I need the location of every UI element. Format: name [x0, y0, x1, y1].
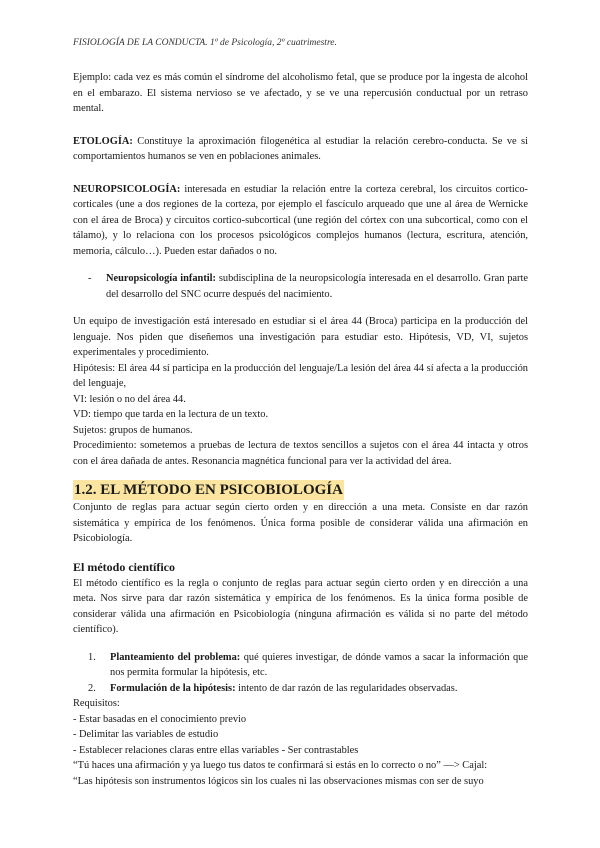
line-vi: VI: lesión o no del área 44.: [73, 393, 186, 405]
formulacion-text: intento de dar razón de las regularidades observadas.: [235, 682, 458, 694]
requisitos-label: Requisitos:: [73, 698, 120, 709]
bullet-mark: -: [88, 273, 92, 284]
term-planteamiento: Planteamiento del problema:: [110, 651, 241, 663]
list-text: [110, 650, 528, 681]
list-text: [110, 681, 528, 697]
list-number: 2.: [88, 682, 96, 694]
paragraph-ejemplo: Ejemplo: cada vez es más común el síndrome del alcoholismo fetal, que se produce por la ingesta de alcohol en el embarazo. El sistema nervioso se ve afectado, y se ve una repercusión conductual por un retraso mental.: [73, 72, 528, 114]
bullet-description: subdisciplina de la neuropsicología interesada en el desarrollo. Gran parte del desarrollo del SNC ocurre después del nacimiento.: [106, 273, 528, 300]
section-intro: Conjunto de reglas para actuar según cierto orden y en dirección a una meta. Consiste en dar razón sistemática y empírica de los fenómenos. Única forma posible de considerar válida una afirmación en Psicobiología.: [73, 502, 528, 544]
etologia-text: Constituye la aproximación filogenética al estudiar la relación cerebro-conducta. Se ve si comportamientos humanos se ven en poblaciones animales.: [73, 135, 528, 162]
paragraph-etologia: [73, 134, 528, 165]
section-heading: 1.2. EL MÉTODO EN PSICOBIOLOGÍA: [74, 482, 343, 498]
ordered-list: [73, 650, 528, 697]
document-body: [73, 70, 528, 789]
term-formulacion: Formulación de la hipótesis:: [110, 682, 236, 694]
list-number: 1.: [88, 651, 96, 663]
paragraph-metodo: El método científico es la regla o conjunto de reglas para actuar según cierto orden y en dirección a una meta. Nos sirve para dar razón sistemática y empírica de los fenómenos. Es la única forma posible de considerar válida una afirmación en Psicobiología (ninguna afirmación es válida si no parte del método científico).: [73, 577, 528, 635]
requisito-item: - Delimitar las variables de estudio: [73, 729, 219, 740]
line-vd: VD: tiempo que tarda en la lectura de un texto.: [73, 409, 269, 420]
term-etologia: ETOLOGÍA:: [73, 135, 133, 147]
subsection-heading: El método científico: [73, 559, 175, 574]
planteamiento-text: qué quieres investigar, de dónde vamos a sacar la información que nos permita formular la hipótesis, etc.: [110, 651, 528, 678]
list-item: [73, 650, 528, 681]
term-neuropsicologia-infantil: Neuropsicología infantil:: [106, 273, 217, 284]
bullet-text: [106, 271, 528, 302]
line-sujetos: Sujetos: grupos de humanos.: [73, 424, 193, 436]
neuropsicologia-text: interesada en estudiar la relación entre la corteza cerebral, los circuitos cortico-corticales (une a dos regiones de la corteza, por ejemplo el fascículo arqueado que une al área de Wernicke con el área de Broca) y circuitos cortico-subcortical (une región del córtex con una subcortical, como con el tálamo), y lo relaciona con los procesos psicológicos complejos humanos (lectura, escritura, atención, memoria, cálculo…). Pueden estar dañados o no.: [73, 183, 528, 257]
paragraph-investigacion: Un equipo de investigación está interesado en estudiar si el área 44 (Broca) participa en la producción del lenguaje. Nos piden que diseñemos una investigación para estudiar esto. Hipótesis, VD, VI, sujetos experimentales y procedimiento.: [73, 316, 528, 358]
list-item: [73, 681, 528, 697]
term-neuropsicologia: NEUROPSICOLOGÍA:: [73, 183, 181, 195]
line-procedimiento: Procedimiento: sometemos a pruebas de lectura de textos sencillos a sujetos con el área 44 intacta y otros con el área dañada de antes. Resonancia magnética funcional para ver la actividad del área.: [73, 440, 528, 467]
page-header: FISIOLOGÍA DE LA CONDUCTA. 1º de Psicología, 2º cuatrimestre.: [73, 38, 337, 48]
requisito-item: - Estar basadas en el conocimiento previo: [73, 713, 247, 725]
paragraph-neuropsicologia: [73, 182, 528, 260]
requisito-item: - Establecer relaciones claras entre ellas variables - Ser contrastables: [73, 744, 359, 756]
quote-line: “Tú haces una afirmación y ya luego tus datos te confirmará si estás en lo correcto o no” —> Cajal:: [73, 760, 488, 771]
bullet-item: [73, 271, 528, 302]
quote-line: “Las hipótesis son instrumentos lógicos sin los cuales ni las observaciones mismas con ser de suyo: [73, 775, 484, 787]
line-hipotesis: Hipótesis: El área 44 sí participa en la producción del lenguaje/La lesión del área 44 sí afecta a la producción del lenguaje,: [73, 362, 528, 389]
